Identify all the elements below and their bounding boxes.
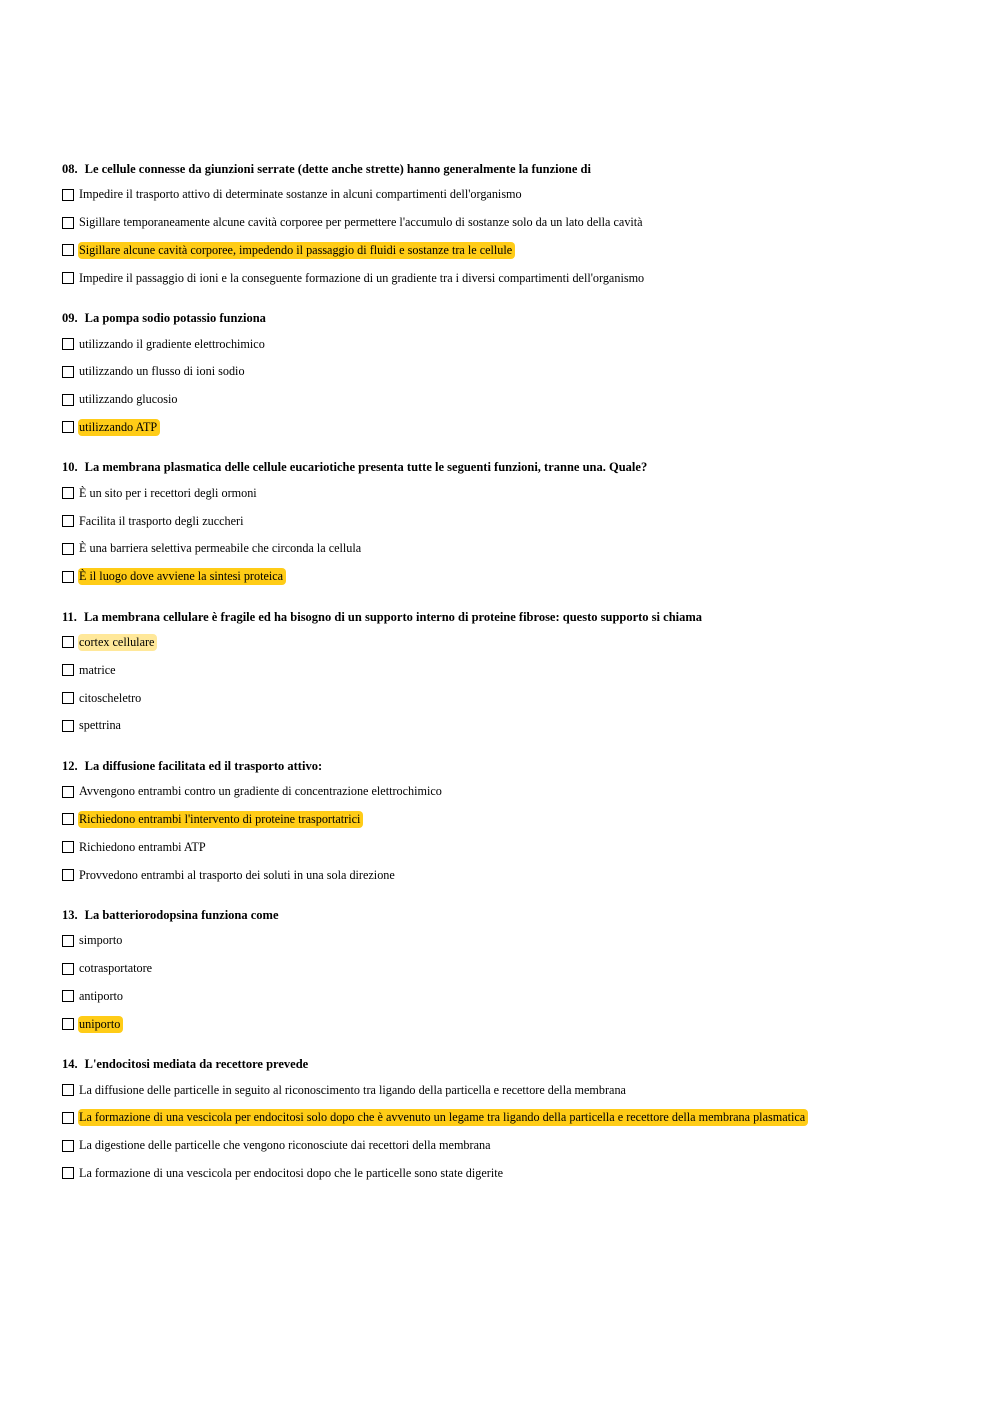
answer-option[interactable] — [62, 806, 982, 834]
answer-text: Sigillare temporaneamente alcune cavità corporee per permettere l'accumulo di sostanze solo da un lato della cavità — [79, 215, 643, 230]
answer-checkbox[interactable] — [62, 571, 74, 583]
answer-option[interactable] — [62, 563, 982, 591]
answer-option[interactable] — [62, 358, 982, 386]
answer-checkbox[interactable] — [62, 244, 74, 256]
highlighted-answer-text: cortex cellulare — [78, 634, 157, 651]
answer-checkbox[interactable] — [62, 720, 74, 732]
answer-option[interactable] — [62, 414, 982, 442]
answer-checkbox[interactable] — [62, 487, 74, 499]
answer-text: utilizzando glucosio — [79, 392, 178, 407]
answer-checkbox[interactable] — [62, 421, 74, 433]
answer-option[interactable] — [62, 778, 982, 806]
answer-option[interactable] — [62, 264, 982, 292]
question-title — [62, 907, 982, 927]
answer-text: La digestione delle particelle che vengono riconosciute dai recettori della membrana — [79, 1138, 491, 1153]
question-text: La pompa sodio potassio funziona — [84, 311, 266, 326]
question-text: Le cellule connesse da giunzioni serrate (dette anche strette) hanno generalmente la funzione di — [84, 162, 591, 176]
question-number: 08. — [62, 162, 78, 176]
answer-option[interactable] — [62, 629, 982, 657]
highlighted-answer-text: uniporto — [78, 1016, 123, 1033]
answer-text: Provvedono entrambi al trasporto dei soluti in una sola direzione — [79, 867, 395, 882]
question-block — [62, 907, 982, 1038]
answer-text: Impedire il passaggio di ioni e la conseguente formazione di un gradiente tra i diversi compartimenti dell'organismo — [79, 270, 645, 285]
answer-option[interactable] — [62, 479, 982, 507]
answer-checkbox[interactable] — [62, 692, 74, 704]
answer-checkbox[interactable] — [62, 1167, 74, 1179]
answer-text: Avvengono entrambi contro un gradiente di concentrazione elettrochimico — [79, 784, 442, 799]
answer-checkbox[interactable] — [62, 338, 74, 350]
answer-option[interactable] — [62, 1160, 982, 1188]
question-block — [62, 609, 982, 740]
answer-checkbox[interactable] — [62, 1084, 74, 1096]
answer-option[interactable] — [62, 181, 982, 209]
answer-text: cotrasportatore — [79, 961, 153, 976]
question-text: La membrana cellulare è fragile ed ha bisogno di un supporto interno di proteine fibrose: questo supporto si chiama — [83, 609, 703, 624]
answer-option[interactable] — [62, 330, 982, 358]
question-text: La membrana plasmatica delle cellule eucariotiche presenta tutte le seguenti funzioni, tranne una. Quale? — [84, 460, 648, 475]
answer-option[interactable] — [62, 1132, 982, 1160]
answer-checkbox[interactable] — [62, 515, 74, 527]
answer-option[interactable] — [62, 1010, 982, 1038]
answer-text: antiporto — [79, 988, 124, 1003]
quiz-page — [62, 161, 982, 1205]
answer-option[interactable] — [62, 507, 982, 535]
question-title — [62, 459, 982, 479]
question-number: 14. — [62, 1057, 78, 1072]
question-block — [62, 161, 982, 292]
highlighted-answer-text: Sigillare alcune cavità corporee, impedendo il passaggio di fluidi e sostanze tra le cellule — [78, 242, 515, 259]
question-title — [62, 310, 982, 330]
answer-checkbox[interactable] — [62, 1018, 74, 1030]
answer-text: La diffusione delle particelle in seguito al riconoscimento tra ligando della particella e recettore della membrana — [79, 1082, 626, 1097]
answer-text: matrice — [79, 662, 116, 677]
question-block — [62, 310, 982, 441]
question-text: La batteriorodopsina funziona come — [84, 907, 279, 922]
answer-checkbox[interactable] — [62, 963, 74, 975]
answer-checkbox[interactable] — [62, 664, 74, 676]
question-title — [62, 609, 982, 629]
answer-text: È un sito per i recettori degli ormoni — [79, 485, 257, 500]
answer-checkbox[interactable] — [62, 841, 74, 853]
answer-checkbox[interactable] — [62, 869, 74, 881]
answer-checkbox[interactable] — [62, 394, 74, 406]
answer-checkbox[interactable] — [62, 1140, 74, 1152]
answer-option[interactable] — [62, 1104, 982, 1132]
answer-option[interactable] — [62, 955, 982, 983]
answer-option[interactable] — [62, 209, 982, 237]
answer-option[interactable] — [62, 927, 982, 955]
answer-option[interactable] — [62, 656, 982, 684]
answer-option[interactable] — [62, 684, 982, 712]
question-number: 10. — [62, 460, 78, 475]
answer-checkbox[interactable] — [62, 217, 74, 229]
question-text: La diffusione facilitata ed il trasporto attivo: — [84, 758, 323, 773]
answer-option[interactable] — [62, 237, 982, 265]
answer-checkbox[interactable] — [62, 813, 74, 825]
answer-text: È una barriera selettiva permeabile che circonda la cellula — [79, 541, 362, 556]
answer-text: spettrina — [79, 718, 121, 733]
highlighted-answer-text: È il luogo dove avviene la sintesi proteica — [78, 568, 286, 585]
question-number: 11. — [62, 609, 77, 624]
question-title — [62, 1056, 982, 1076]
answer-text: simporto — [79, 933, 123, 948]
answer-option[interactable] — [62, 833, 982, 861]
answer-option[interactable] — [62, 386, 982, 414]
answer-text: utilizzando il gradiente elettrochimico — [79, 336, 265, 351]
answer-checkbox[interactable] — [62, 366, 74, 378]
question-title — [62, 758, 982, 778]
answer-checkbox[interactable] — [62, 543, 74, 555]
answer-option[interactable] — [62, 535, 982, 563]
question-title — [62, 161, 982, 181]
question-block — [62, 1056, 982, 1187]
highlighted-answer-text: Richiedono entrambi l'intervento di proteine trasportatrici — [78, 811, 363, 828]
answer-text: Facilita il trasporto degli zuccheri — [79, 513, 244, 528]
answer-text: utilizzando un flusso di ioni sodio — [79, 364, 245, 379]
answer-checkbox[interactable] — [62, 935, 74, 947]
answer-checkbox[interactable] — [62, 189, 74, 201]
answer-text: Richiedono entrambi ATP — [79, 839, 206, 854]
question-block — [62, 758, 982, 889]
answer-checkbox[interactable] — [62, 1112, 74, 1124]
highlighted-answer-text: La formazione di una vescicola per endocitosi solo dopo che è avvenuto un legame tra ligando della particella e recettore della membrana plasmatica — [78, 1109, 808, 1126]
answer-option[interactable] — [62, 712, 982, 740]
answer-option[interactable] — [62, 861, 982, 889]
answer-checkbox[interactable] — [62, 636, 74, 648]
highlighted-answer-text: utilizzando ATP — [78, 419, 160, 436]
answer-checkbox[interactable] — [62, 990, 74, 1002]
answer-text: La formazione di una vescicola per endocitosi dopo che le particelle sono state digerite — [79, 1165, 504, 1180]
question-number: 09. — [62, 311, 78, 326]
answer-text: Impedire il trasporto attivo di determinate sostanze in alcuni compartimenti dell'organismo — [79, 187, 522, 202]
answer-option[interactable] — [62, 1076, 982, 1104]
answer-text: citoscheletro — [79, 690, 142, 705]
question-text: L'endocitosi mediata da recettore prevede — [84, 1057, 309, 1072]
question-number: 13. — [62, 907, 78, 922]
question-number: 12. — [62, 758, 78, 773]
answer-checkbox[interactable] — [62, 786, 74, 798]
answer-checkbox[interactable] — [62, 272, 74, 284]
question-block — [62, 459, 982, 590]
answer-option[interactable] — [62, 983, 982, 1011]
